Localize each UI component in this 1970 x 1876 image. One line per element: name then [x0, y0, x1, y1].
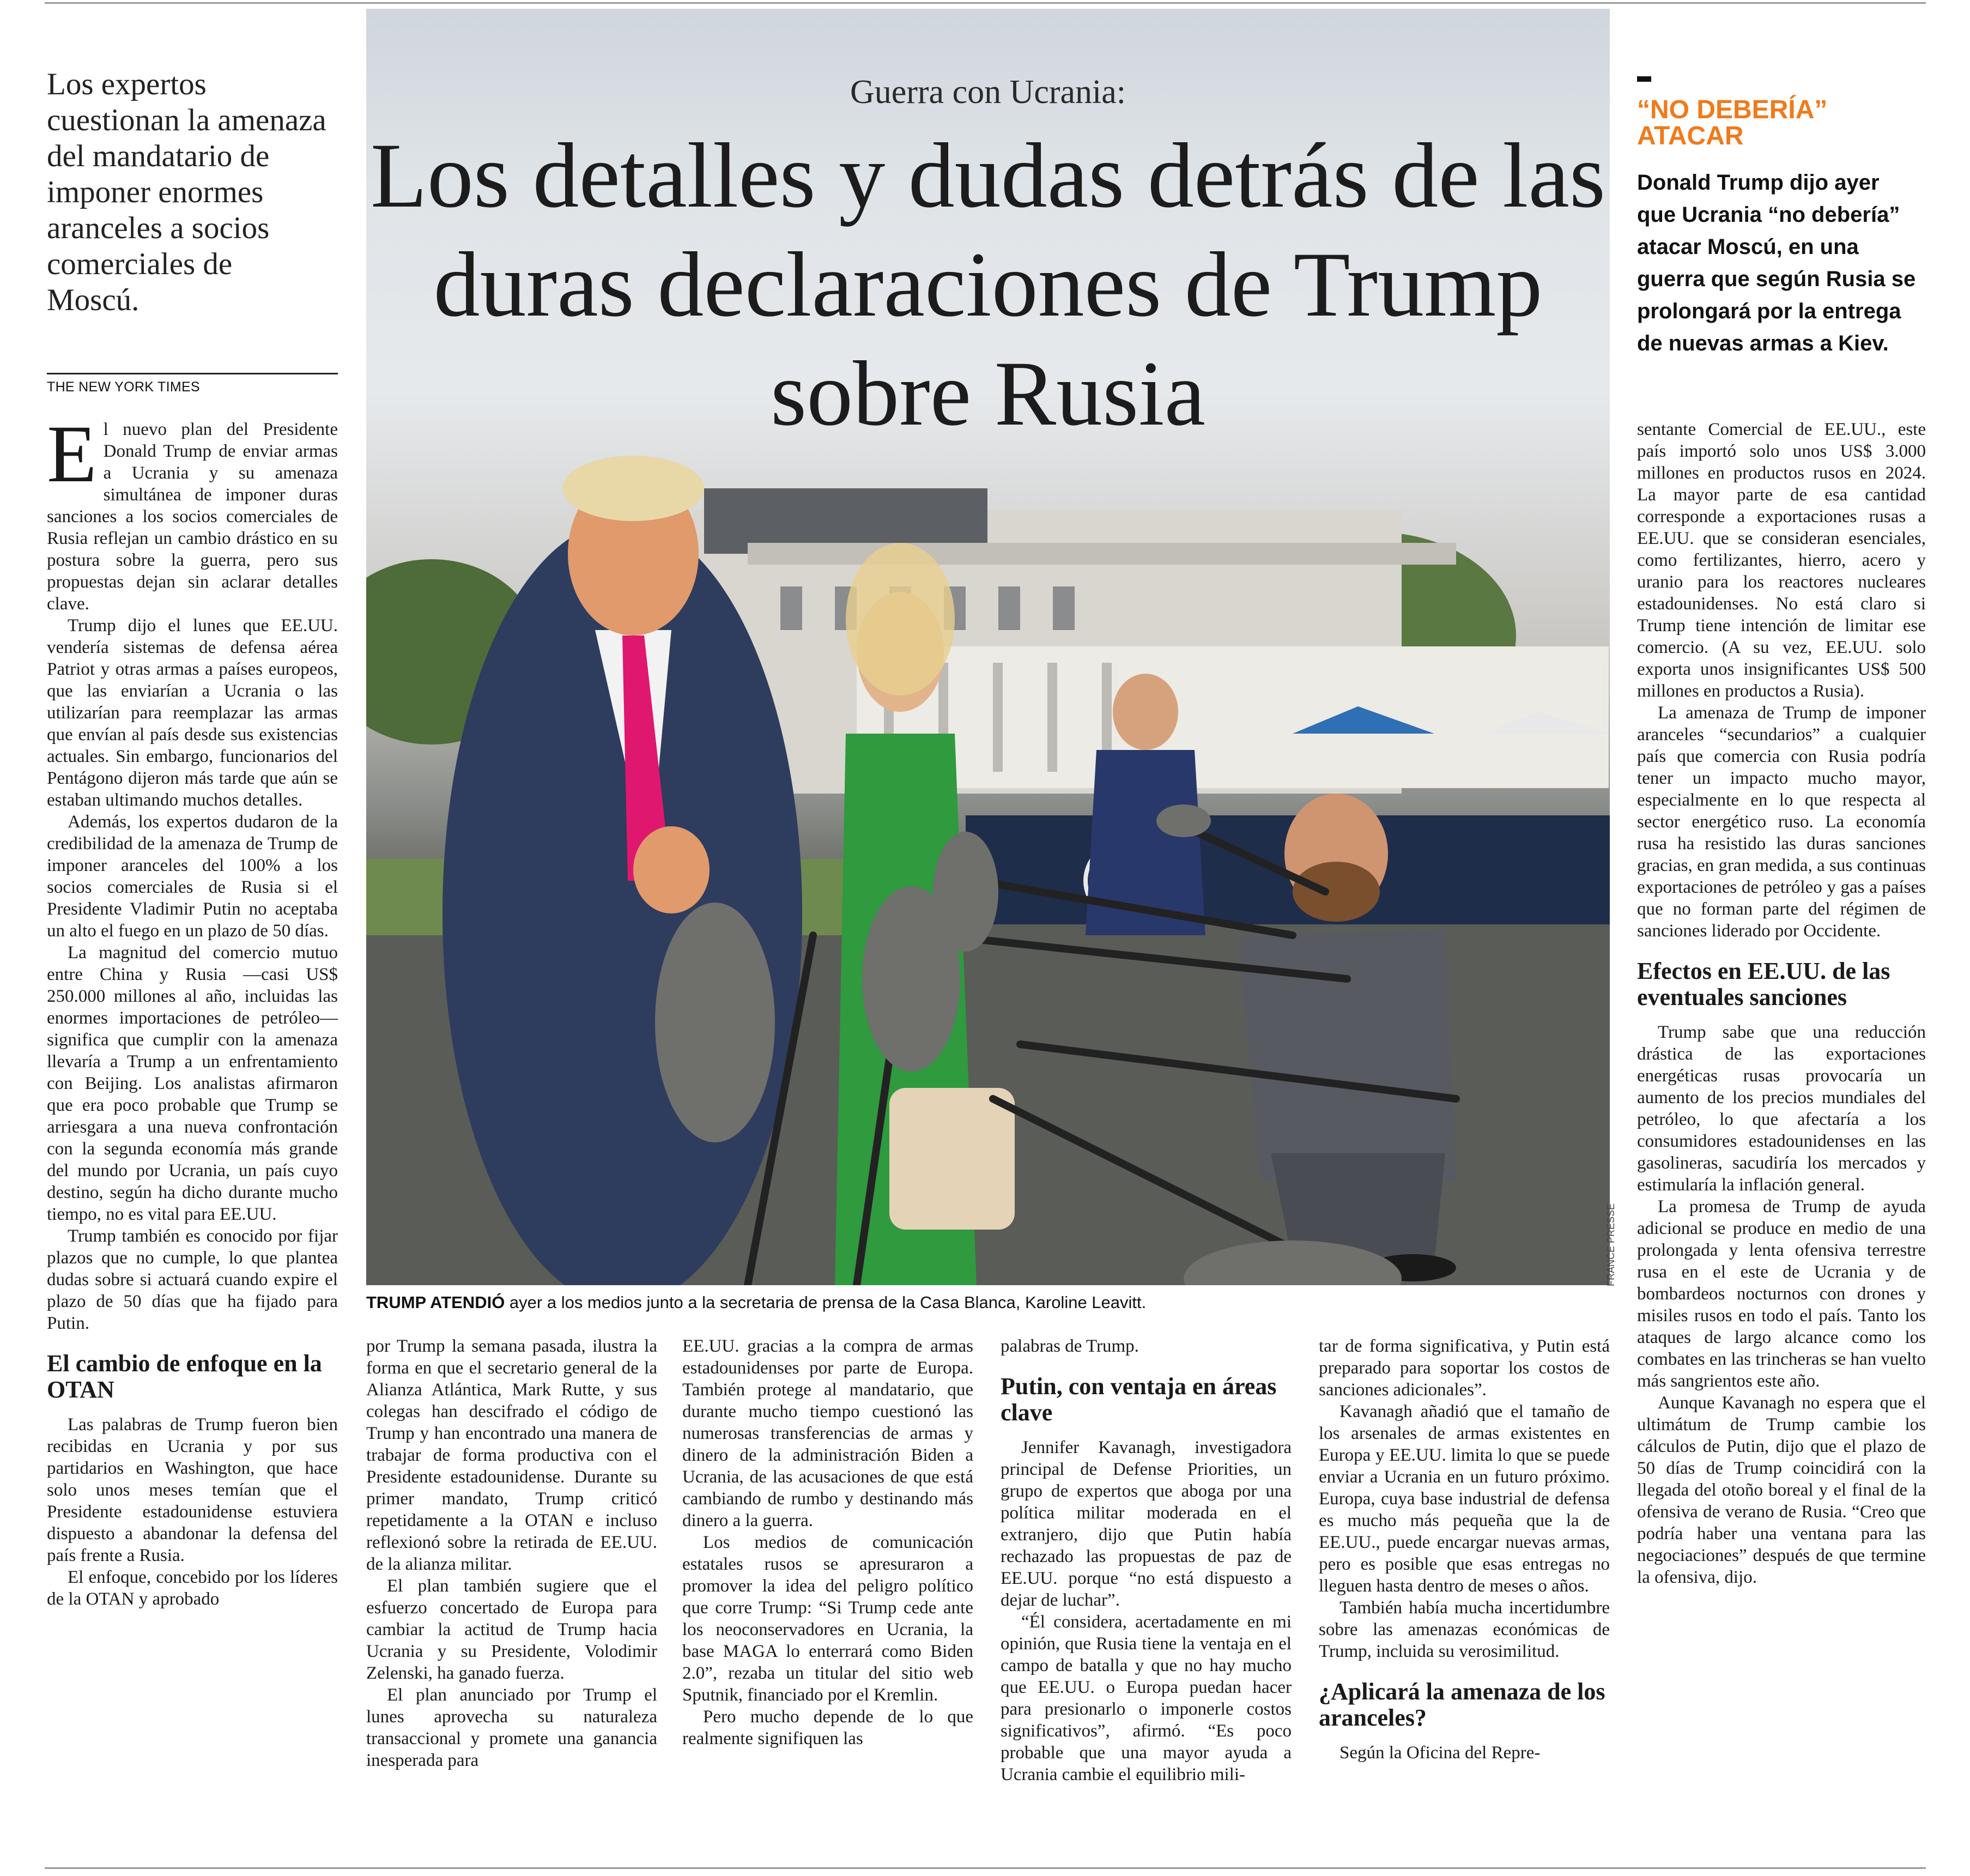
deck-divider — [47, 373, 338, 374]
subheading: Putin, con ventaja en áreas clave — [1001, 1373, 1277, 1426]
paragraph: Pero mucho depende de lo que realmente signifiquen las — [682, 1707, 973, 1748]
source-credit: THE NEW YORK TIMES — [47, 379, 200, 395]
paragraph: Según la Oficina del Repre- — [1339, 1743, 1541, 1763]
paragraph: sentante Comercial de EE.UU., este país importó solo unos US$ 3.000 millones en productos rusos en 2024. La mayor parte de esa cantidad corresponde a exportaciones rusas a EE.UU. que se consideran esenciales, como fertilizantes, hierro, acero y uranio para los reactores nucleares estadounidenses. No está claro si Trump tiene intención de limitar ese comercio. (A su vez, EE.UU. solo exporta unos insignificantes US$ 500 millones en productos a Rusia). — [1637, 420, 1926, 701]
subheading: Efectos en EE.UU. de las eventuales sanciones — [1637, 958, 1890, 1010]
paragraph: La amenaza de Trump de imponer aranceles “secundarios” a cualquier país que comercia con Rusia podría tener un impacto mucho mayor, especialmente en lo que respecta al sector energético ruso. La economía rusa ha resistido las duras sanciones gracias, en gran medida, a sus continuas exportaciones de petróleo y gas a países que no forman parte del régimen de sanciones liderado por Occidente. — [1637, 703, 1926, 941]
kicker: Guerra con Ucrania: — [850, 74, 1126, 111]
paragraph: por Trump la semana pasada, ilustra la forma en que el secretario general de la Alianza Atlántica, Mark Rutte, y sus colegas han descifrado el código de Trump y han encontrado una manera de trabajar de forma productiva con el Presidente estadounidense. Durante su primer mandato, Trump criticó repetidamente a la OTAN e incluso reflexionó sobre la retirada de EE.UU. de la alianza militar. — [366, 1336, 657, 1574]
lead-photo — [366, 9, 1610, 1285]
caption-lead: TRUMP ATENDIÓ — [366, 1293, 505, 1312]
subheading: El cambio de enfoque en la OTAN — [47, 1350, 322, 1403]
article-column-5 — [1319, 1335, 1610, 1764]
sidebar-summary: Donald Trump dijo ayer que Ucrania “no debería” atacar Moscú, en una guerra que según Rusia se prolongará por la entrega de nuevas armas a Kiev. — [1637, 171, 1916, 355]
paragraph: Trump también es conocido por fijar plazos que no cumple, lo que plantea dudas sobre si actuará cuando expire el plazo de 50 días que ha fijado para Putin. — [47, 1226, 338, 1333]
paragraph: Además, los expertos dudaron de la credibilidad de la amenaza de Trump de imponer aranceles del 100% a los socios comerciales de Rusia si el Presidente Vladimir Putin no aceptaba un alto el fuego en un plazo de 50 días. — [47, 812, 338, 941]
sidebar-heading: “NO DEBERÍA” ATACAR — [1637, 95, 1828, 150]
paragraph: Kavanagh añadió que el tamaño de los arsenales de armas existentes en Europa y EE.UU. limita lo que se puede enviar a Ucrania en un futuro próximo. Europa, cuya base industrial de defensa es mucho más pequeña que la de EE.UU., puede encargar nuevas armas, pero es posible que esas entregas no lleguen hasta dentro de meses o años. — [1319, 1402, 1610, 1596]
article-column-4 — [1001, 1335, 1292, 1786]
paragraph: Trump sabe que una reducción drástica de las exportaciones energéticas rusas provocaría un aumento de los precios mundiales del petróleo, lo que afectaría a los consumidores estadounidenses en las gasolineras, sacudiría los mercados y estimularía la inflación general. — [1637, 1022, 1926, 1195]
photo-caption — [366, 1293, 1610, 1312]
paragraph: Las palabras de Trump fueron bien recibidas en Ucrania y por sus partidarios en Washington, que hace solo unos meses temían que el Presidente estadounidense estuviera dispuesto a abandonar la defensa del país frente a Rusia. — [47, 1415, 338, 1565]
paragraph: l nuevo plan del Presidente Donald Trump de enviar armas a Ucrania y su amenaza simultánea de imponer duras sanciones a los socios comerciales de Rusia reflejan un cambio drástico en su postura sobre la guerra, pero sus propuestas dejan sin aclarar detalles clave. — [47, 420, 338, 614]
paragraph: La magnitud del comercio mutuo entre China y Rusia —casi US$ 250.000 millones al año, incluidas las enormes importaciones de petróleo— significa que cumplir con la amenaza llevaría a Trump a un enfrentamiento con Beijing. Los analistas afirmaron que era poco probable que Trump se arriesgara a una nueva confrontación con la segunda economía más grande del mundo por Ucrania, un país cuyo destino, según ha dicho durante mucho tiempo, no es vital para EE.UU. — [47, 943, 338, 1224]
paragraph: EE.UU. gracias a la compra de armas estadounidenses por parte de Europa. También protege al mandatario, que durante mucho tiempo cuestionó las numerosas transferencias de armas y dinero de la administración Biden a Ucrania, de las acusaciones de que está cambiando de rumbo y destinando más dinero a la guerra. — [682, 1336, 973, 1530]
paragraph: palabras de Trump. — [1001, 1336, 1139, 1356]
paragraph: tar de forma significativa, y Putin está preparado para soportar los costos de sanciones adicionales”. — [1319, 1336, 1610, 1400]
caption-text: ayer a los medios junto a la secretaria de prensa de la Casa Blanca, Karoline Leavitt. — [505, 1293, 1147, 1312]
top-rule — [45, 2, 1926, 4]
photo-credit: FRANCE PRESSE — [1605, 1203, 1616, 1286]
paragraph: El enfoque, concebido por los líderes de la OTAN y aprobado — [47, 1568, 338, 1609]
bottom-rule — [45, 1867, 1926, 1869]
headline: Los detalles y dudas detrás de las duras declaraciones de Trump sobre Rusia — [370, 124, 1606, 445]
paragraph: Aunque Kavanagh no espera que el ultimátum de Trump cambie los cálculos de Putin, dijo que el plazo de 50 días de Trump coincidirá con la llegada del otoño boreal y el final de la ofensiva de verano de Rusia. “Creo que podría haber una ventana para las negociaciones” después de que termine la ofensiva, dijo. — [1637, 1393, 1926, 1587]
paragraph: “Él considera, acertadamente en mi opinión, que Rusia tiene la ventaja en el campo de batalla y que no hay mucho que EE.UU. o Europa puedan hacer para presionarlo o imponerle costos significativos”, afirmó. “Es poco probable que una mayor ayuda a Ucrania cambie el equilibrio mili- — [1001, 1612, 1292, 1784]
paragraph: Trump dijo el lunes que EE.UU. vendería sistemas de defensa aérea Patriot y otras armas a países europeos, que las enviarían a Ucrania o las utilizarían para reemplazar las armas que envían al país desde sus existencias actuales. Sin embargo, funcionarios del Pentágono dijeron más tarde que aún se estaban ultimando muchos detalles. — [47, 616, 338, 810]
article-column-3 — [682, 1335, 973, 1750]
paragraph: Jennifer Kavanagh, investigadora principal de Defense Priorities, un grupo de expertos que aboga por una política militar moderada en el extranjero, dijo que Putin había rechazado las propuestas de paz de EE.UU. porque “no está dispuesto a dejar de luchar”. — [1001, 1438, 1292, 1610]
paragraph: El plan también sugiere que el esfuerzo concertado de Europa para cambiar la actitud de Trump hacia Ucrania y su Presidente, Volodimir Zelenski, ha ganado fuerza. — [366, 1576, 657, 1683]
paragraph: También había mucha incertidumbre sobre las amenazas económicas de Trump, incluida su verosimilitud. — [1319, 1598, 1610, 1661]
article-column-6 — [1637, 419, 1926, 1588]
paragraph: El plan anunciado por Trump el lunes aprovecha su naturaleza transaccional y promete una ganancia inesperada para — [366, 1685, 657, 1770]
article-column-2 — [366, 1335, 657, 1771]
subheading: ¿Aplicará la amenaza de los aranceles? — [1319, 1678, 1605, 1731]
paragraph: Los medios de comunicación estatales rusos se apresuraron a promover la idea del peligro político que corre Trump: “Si Trump cede ante los neoconservadores en Ucrania, la base MAGA lo enterrará como Biden 2.0”, rezaba un titular del sitio web Sputnik, financiado por el Kremlin. — [682, 1533, 973, 1705]
sidebar-marker — [1637, 76, 1651, 82]
article-deck: Los expertos cuestionan la amenaza del mandatario de imponer enormes aranceles a socios comerciales de Moscú. — [47, 67, 326, 317]
paragraph: La promesa de Trump de ayuda adicional se produce en medio de una prolongada y lenta ofensiva terrestre rusa en el este de Ucrania y de bombardeos nocturnos con drones y misiles rusos en todo el país. Tanto los ataques de largo alcance como los combates en las trincheras se han vuelto más sangrientos este año. — [1637, 1197, 1926, 1391]
article-column-1 — [47, 409, 338, 1610]
drop-cap: E — [47, 409, 97, 499]
